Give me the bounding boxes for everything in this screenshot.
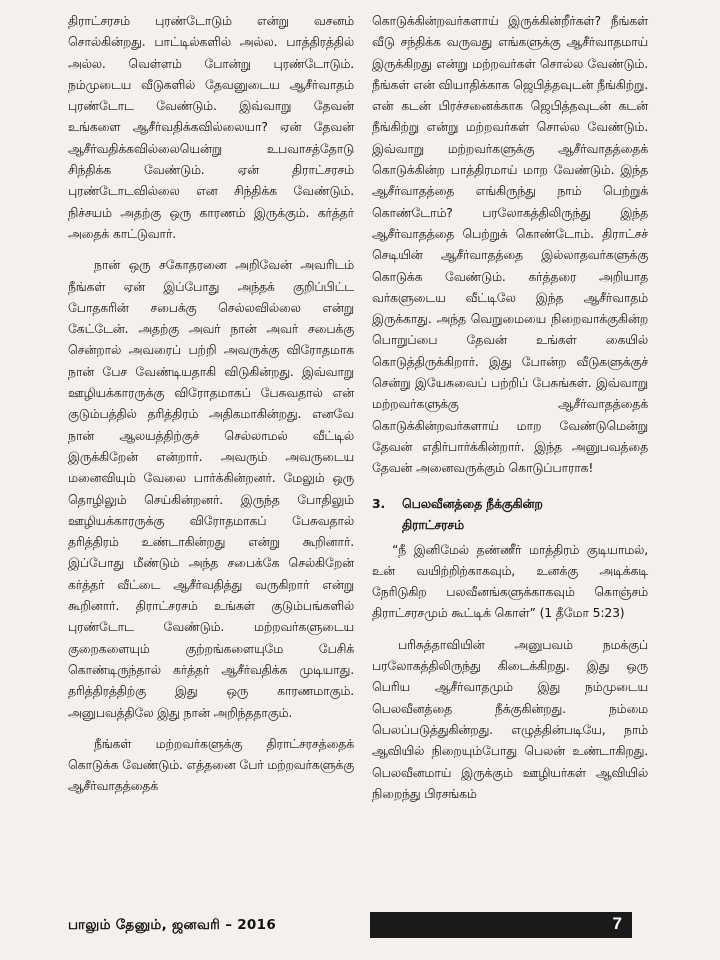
paragraph: பரிசுத்தாவியின் அனுபவம் நமக்குப் பரலோகத்திலிருந்து கிடைக்கிறது. இது ஒரு பெரிய ஆசீர்வாதமும் இது நம்முடைய பெலவீனத்தை நீக்குகின்றது. நம்மை பெலப்படுத்துகின்றது. எழுத்தின்படியே, நாம் ஆவியில் நிறையும்போது பெலன் உண்டாகிறது. பெலவீனமாய் இருக்கும் ஊழியர்கள் ஆவியில் நிறைந்து பிரசங்கம்: [372, 636, 648, 801]
right-column: [372, 10, 648, 814]
paragraph: திராட்சரசம் புரண்டோடும் என்று வசனம் சொல்கின்றது. பாட்டில்களில் அல்ல. பாத்திரத்தில் அல்ல. வெள்ளம் போன்று புரண்டோடும். நம்முடைய வீடுகளில் தேவனுடைய ஆசீர்வாதம் புரண்டோட வேண்டும். இவ்வாறு தேவன் உங்களை ஆசீர்வதிக்கவில்லையா? ஏன் தேவன் ஆசீர்வதிக்கவில்லையென்று உபவாசத்தோடு சிந்திக்க வேண்டும். ஏன் திராட்சரசம் புரண்டோடவில்லை என சிந்திக்க வேண்டும். நிச்சயம் அதற்கு ஒரு காரணம் இருக்கும். கர்த்தர் அதைக் காட்டுவார்.: [68, 13, 354, 241]
section-title-line2: திராட்சரசம்: [402, 516, 464, 532]
publication-footer: பாலும் தேனும், ஜனவரி – 2016: [68, 917, 277, 933]
section-title-line1: பெலவீனத்தை நீக்குகின்ற: [402, 495, 543, 511]
section-number: 3.: [372, 495, 386, 511]
section-heading: [372, 493, 648, 535]
scripture-quote: “நீ இனிமேல் தண்ணீர் மாத்திரம் குடியாமல், உன் வயிற்றிற்காகவும், உனக்கு அடிக்கடி நேரிடுகிற பலவீனங்களுக்காகவும் கொஞ்சம் திராட்சரசமும் கூட்டிக் கொள்” (1 தீமோ 5:23): [372, 541, 648, 621]
page-number: 7: [612, 914, 622, 933]
paragraph: நான் ஒரு சகோதரனை அறிவேன் அவரிடம் நீங்கள் ஏன் இப்போது அந்தக் குறிப்பிட்ட போதகரின் சபைக்கு செல்லவில்லை என்று கேட்டேன். அதற்கு அவர் நான் அவர் சபைக்கு சென்றால் அவரைப் பற்றி அவருக்கு விரோதமாக நான் பேச வேண்டியதாகி விடுகின்றது. இவ்வாறு ஊழியக்காரருக்கு விரோதமாகப் பேசுவதால் என் குடும்பத்தில் தரித்திரம் அதிகமாகின்றது. எனவே நான் ஆலயத்திற்குச் செல்லாமல் வீட்டில் இருக்கிறேன் என்றார். அவரும் அவருடைய மனைவியும் வேலை பார்க்கின்றனர். மேலும் ஒரு தொழிலும் செய்கின்றனர். இருந்த போதிலும் ஊழியக்காரருக்கு விரோதமாகப் பேசுவதால் தரித்திரம் உண்டாகின்றது என்று கூறினார். இப்போது மீண்டும் அந்த சபைக்கே செல்கிறேன் கர்த்தர் வீட்டை ஆசீர்வதித்து வருகிறார் என்று கூறினார். திராட்சரசம் உங்கள் குடும்பங்களில் புரண்டோட வேண்டும். மற்றவர்களுடைய குறைகளையும் குற்றங்களையுமே பேசிக் கொண்டிருந்தால் கர்த்தர் ஆசீர்வதிக்க முடியாது. தரித்திரத்திற்கு இது ஒரு காரணமாகும். அனுபவத்திலே இது நான் அறிந்ததாகும்.: [68, 257, 354, 720]
left-column: [68, 10, 354, 807]
page-number-bar: [370, 912, 632, 938]
paragraph: கொடுக்கின்றவர்களாய் இருக்கின்றீர்கள்? நீங்கள் வீடு சந்திக்க வருவது எங்களுக்கு ஆசீர்வாதமாய் இருக்கிறது என்று மற்றவர்கள் சொல்ல வேண்டும். நீங்கள் என் வியாதிக்காக ஜெபித்தவுடன் நீங்கிற்று. என் கடன் பிரச்சனைக்காக ஜெபித்தவுடன் கடன் நீங்கிற்று என்று மற்றவர்கள் சொல்ல வேண்டும். இவ்வாறு மற்றவர்களுக்கு ஆசீர்வாதத்தைக் கொடுக்கின்ற பாத்திரமாய் மாற வேண்டும். இந்த ஆசீர்வாதத்தை எங்கிருந்து நாம் பெற்றுக் கொண்டோம்? பரலோகத்திலிருந்து இந்த ஆசீர்வாதத்தை பெற்றுக் கொண்டோம். திராட்சச் செடியின் ஆசீர்வாதத்தை இல்லாதவர்களுக்கு கொடுக்க வேண்டும். கர்த்தரை அறியாத வர்களுடைய வீட்டிலே இந்த ஆசீர்வாதம் இருக்காது. அந்த வெறுமையை நிறைவாக்குகின்ற பொறுப்பை தேவன் உங்கள் கையில் கொடுத்திருக்கிறார். இது போன்ற வீடுகளுக்குச் சென்று இயேசுவைப் பற்றிப் பேசுங்கள். இவ்வாறு மற்றவர்களுக்கு ஆசீர்வாதத்தைக் கொடுக்கின்றவர்களாய் மாற வேண்டுமென்று தேவன் எதிர்பார்க்கின்றார். இந்த அனுபவத்தை தேவன் அனைவருக்கும் கொடுப்பாராக!: [372, 13, 648, 476]
paragraph: நீங்கள் மற்றவர்களுக்கு திராட்சரசத்தைக் கொடுக்க வேண்டும். எத்தனை பேர் மற்றவர்களுக்கு ஆசீர்வாதத்தைக்: [68, 735, 354, 794]
